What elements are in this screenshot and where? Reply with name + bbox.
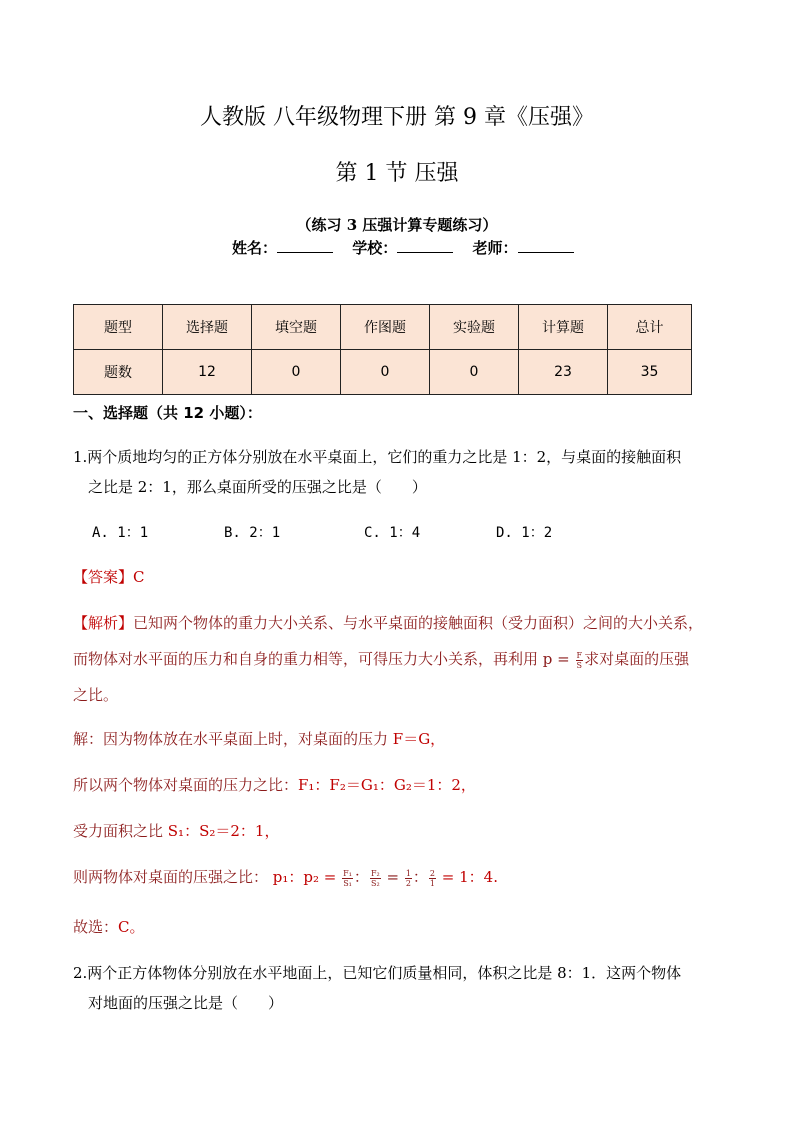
table-cell: 0 xyxy=(341,350,430,395)
q1-option-a: A. 1：1 xyxy=(92,525,149,541)
q1-analysis-line3: 之比。 xyxy=(73,686,119,704)
subtitle: （练习 3 压强计算专题练习） xyxy=(296,216,498,234)
analysis-text: 已知两个物体的重力大小关系、与水平桌面的接触面积（受力面积）之间的大小关系， xyxy=(133,614,704,632)
table-row xyxy=(74,350,692,395)
table-cell: 选择题 xyxy=(163,305,252,350)
solution-formula: F₁：F₂＝G₁：G₂＝1：2， xyxy=(298,776,476,794)
table-cell: 23 xyxy=(519,350,608,395)
solution-text: 故选： xyxy=(73,918,119,936)
teacher-blank[interactable] xyxy=(518,238,574,253)
teacher-label: 老师： xyxy=(472,239,518,257)
solution-formula: F＝G， xyxy=(392,730,446,748)
fraction-f2-s2: $\frac{\text{F₂}}{\text{S₂}}$ xyxy=(370,868,380,888)
q1-solution-line3 xyxy=(73,820,279,841)
solution-text: 受力面积之比 xyxy=(73,822,168,840)
fraction-2-1: $\frac{2}{1}$ xyxy=(429,868,436,888)
name-fields xyxy=(232,237,588,258)
answer-value: C xyxy=(133,568,145,586)
school-label: 学校： xyxy=(352,239,398,257)
solution-text: 则两物体对桌面的压强之比： xyxy=(73,868,269,886)
fraction-f1-s1: $\frac{\text{F₁}}{\text{S₁}}$ xyxy=(343,868,352,888)
q1-line1: 1.两个质地均匀的正方体分别放在水平桌面上，它们的重力之比是 1：2，与桌面的接触面积 xyxy=(73,448,682,466)
document-title: 人教版 八年级物理下册 第 9 章《压强》 xyxy=(200,105,594,130)
table-cell: 0 xyxy=(252,350,341,395)
q2-line2: 对地面的压强之比是（ ） xyxy=(88,994,284,1012)
solution-text: 解：因为物体放在水平桌面上时，对桌面的压力 xyxy=(73,730,393,748)
q1-option-b: B. 2：1 xyxy=(224,525,281,541)
q1-solution-line1 xyxy=(73,728,445,749)
table-cell: 实验题 xyxy=(430,305,519,350)
table-cell: 12 xyxy=(163,350,252,395)
q1-line2: 之比是 2：1，那么桌面所受的压强之比是（ ） xyxy=(88,478,427,496)
q1-analysis-line1 xyxy=(73,612,703,633)
solution-text: 所以两个物体对桌面的压力之比： xyxy=(73,776,299,794)
table-cell: 作图题 xyxy=(341,305,430,350)
q1-option-c: C. 1：4 xyxy=(364,525,421,541)
q1-solution-line5 xyxy=(73,916,145,937)
question-stats-table xyxy=(73,304,692,395)
table-cell: 题数 xyxy=(74,350,163,395)
table-cell: 总计 xyxy=(608,305,692,350)
solution-formula: S₁：S₂＝2：1， xyxy=(167,822,280,840)
solution-choice: C。 xyxy=(118,918,145,936)
table-cell: 填空题 xyxy=(252,305,341,350)
table-header-row xyxy=(74,305,692,350)
q2-line1: 2.两个正方体物体分别放在水平地面上，已知它们质量相同，体积之比是 8：1．这两个物体 xyxy=(73,964,682,982)
answer-label: 【答案】 xyxy=(73,568,134,586)
q1-analysis-line2 xyxy=(73,648,689,670)
fraction-1-2: $\frac{1}{2}$ xyxy=(405,868,411,888)
pressure-formula: $\frac{F}{S}$ xyxy=(576,650,583,670)
table-cell: 35 xyxy=(608,350,692,395)
table-cell: 计算题 xyxy=(519,305,608,350)
name-label: 姓名： xyxy=(232,239,278,257)
table-cell: 题型 xyxy=(74,305,163,350)
analysis-text-2a: 而物体对水平面的压力和自身的重力相等，可得压力大小关系，再利用 p = xyxy=(73,650,570,668)
section-heading: 一、选择题（共 12 小题）： xyxy=(73,404,262,422)
q1-option-d: D. 1：2 xyxy=(496,525,553,541)
solution-formula: p₁：p₂ = xyxy=(272,868,337,886)
table-cell: 0 xyxy=(430,350,519,395)
section-title: 第 1 节 压强 xyxy=(335,161,459,186)
q1-answer xyxy=(73,566,145,587)
analysis-text-2b: 求对桌面的压强 xyxy=(584,650,690,668)
analysis-label: 【解析】 xyxy=(73,614,134,632)
name-blank[interactable] xyxy=(277,238,333,253)
q1-solution-line4: 则两物体对桌面的压强之比： p₁：p₂ = $\frac{\text{F₁}}{\text{S₁}}$ ： $\frac{\text{F₂}}{\text{S₂}}$ = $\frac{1}{2}$ ： $\frac{2}{1}$ = 1：4. xyxy=(73,868,498,888)
q1-solution-line2 xyxy=(73,774,476,795)
school-blank[interactable] xyxy=(397,238,453,253)
solution-result: = 1：4. xyxy=(441,868,498,886)
